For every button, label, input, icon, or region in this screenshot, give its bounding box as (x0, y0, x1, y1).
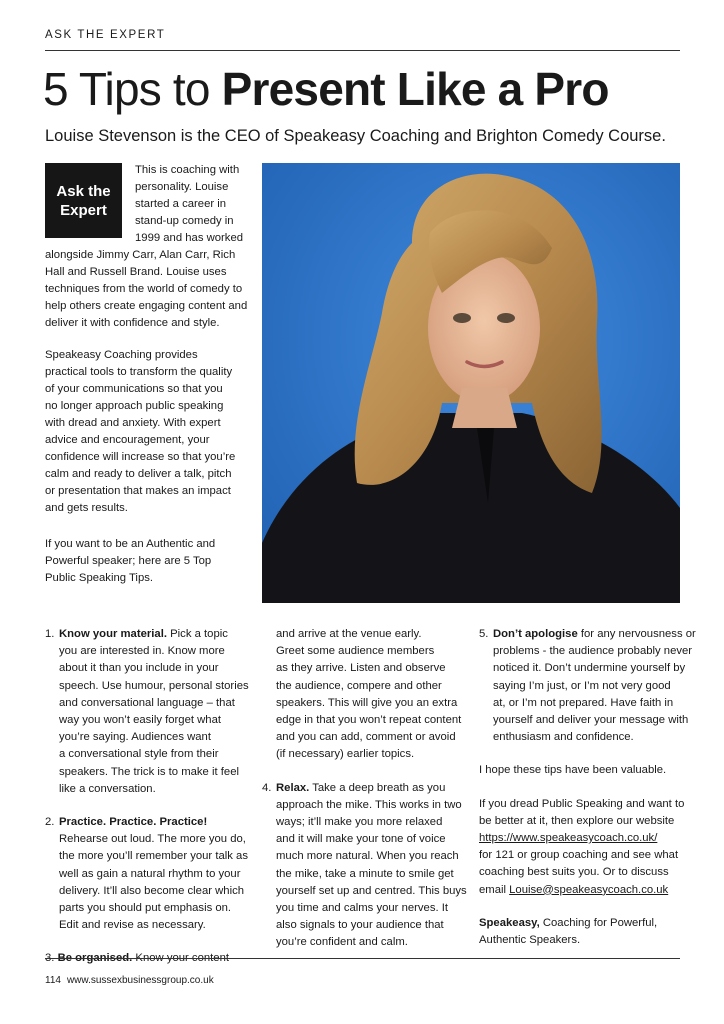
tip-line: and arrive at the venue early. (276, 628, 422, 640)
tip-text: Pick a topic (166, 628, 228, 640)
tip-line: much more natural. When you reach (276, 850, 459, 863)
intro-line: and gets results. (45, 502, 128, 514)
tip-line: at, or I’m not prepared. Have faith in (493, 696, 674, 709)
headline-light: 5 Tips to (43, 63, 222, 115)
tip-4-heading (262, 780, 467, 797)
tip-line: you’re saying. Audiences want (59, 731, 211, 744)
intro-line: or presentation that makes an impact (45, 485, 231, 497)
portrait-photo (262, 163, 680, 603)
tip-line: enthusiasm and confidence. (493, 731, 634, 744)
tip-3-heading (45, 950, 250, 967)
tip-number: 4. (262, 781, 272, 794)
tip-line: a conversational style from their (59, 748, 219, 761)
intro-line: calm and ready to deliver a talk, pitch (45, 468, 232, 480)
section-label: ASK THE EXPERT (45, 29, 166, 41)
tip-line: saying I’m just, or I’m not very good (493, 679, 671, 692)
intro-line: Powerful speaker; here are 5 Top (45, 555, 212, 567)
headline (43, 61, 693, 117)
tip-line: you’re confident and calm. (276, 936, 408, 949)
tip-line: noticed it. Don’t undermine yourself by (493, 662, 686, 675)
intro-line: Public Speaking Tips. (45, 572, 154, 584)
email-line (479, 882, 684, 899)
intro-line: Hall and Russell Brand. Louise uses (45, 266, 227, 278)
tip-line: Rehearse out loud. The more you do, (59, 833, 246, 846)
tip-title: Practice. Practice. Practice! (59, 816, 208, 829)
page-number: 114 (45, 975, 61, 986)
intro-line: advice and encouragement, your (45, 434, 210, 446)
footer (45, 975, 214, 986)
tip-line: speakers. The trick is to make it feel (59, 765, 239, 778)
cta-line: for 121 or group coaching and see what (479, 849, 679, 862)
cta-line: If you dread Public Speaking and want to (479, 797, 685, 810)
tip-line: and conversational language – that (59, 696, 235, 709)
subheadline: Louise Stevenson is the CEO of Speakeasy Coaching and Brighton Comedy Course. (45, 127, 666, 145)
website-link[interactable]: https://www.speakeasycoach.co.uk/ (479, 832, 658, 845)
brand-name: Speakeasy, (479, 916, 540, 929)
intro-line: stand-up comedy in (135, 215, 234, 227)
tip-line: delivery. It’ll also become clear which (59, 884, 245, 897)
intro-line: techniques from the world of comedy to (45, 283, 243, 295)
tip-line: Edit and revise as necessary. (59, 919, 206, 932)
tip-line: yourself set up and centred. This buys (276, 884, 467, 897)
intro-line: deliver it with confidence and style. (45, 317, 220, 329)
tagline-text: Coaching for Powerful, (539, 916, 658, 929)
tip-line: way you won’t easily forget what (59, 714, 222, 727)
intro-line: alongside Jimmy Carr, Alan Carr, Rich (45, 249, 236, 261)
tip-line: as they arrive. Listen and observe (276, 662, 446, 675)
tip-line: about it than you include in your (59, 662, 219, 675)
intro-line: personality. Louise (135, 181, 229, 193)
tip-number: 2. (45, 816, 55, 829)
intro-line: of your communications so that you (45, 383, 223, 395)
email-link[interactable]: Louise@speakeasycoach.co.uk (509, 883, 669, 896)
tip-line: the more you’ll remember your talk as (59, 850, 248, 863)
tagline (479, 915, 684, 932)
intro-bio-full (45, 247, 247, 332)
footer-url: www.sussexbusinessgroup.co.uk (66, 975, 214, 986)
tip-title: Don’t apologise (493, 628, 578, 640)
headline-bold: Present Like a Pro (221, 63, 609, 115)
tip-number: 3. (45, 952, 55, 965)
intro-bio-wrap (135, 162, 243, 247)
intro-lead (45, 536, 215, 587)
intro-line: This is coaching with (135, 164, 240, 176)
tip-line: parts you should put emphasis on. (59, 902, 232, 915)
intro-line: with dread and anxiety. With expert (45, 417, 221, 429)
tip-line: like a conversation. (59, 782, 156, 795)
tip-number: 5. (479, 628, 489, 640)
tip-text: Take a deep breath as you (309, 781, 446, 794)
bottom-divider (45, 958, 680, 959)
tip-title: Relax. (276, 781, 310, 794)
intro-line: help others create engaging content and (45, 300, 248, 312)
intro-line: confidence will increase so that you’re (45, 451, 236, 463)
cta-line: coaching best suits you. Or to discuss (479, 866, 669, 879)
intro-coaching (45, 347, 235, 517)
tip-line: (if necessary) earlier topics. (276, 748, 415, 761)
tip-line: the mike, take a minute to smile get (276, 867, 454, 880)
tip-line: edge in that you won’t repeat content (276, 714, 462, 727)
intro-line: If you want to be an Authentic and (45, 538, 216, 550)
tip-line: yourself and deliver your message with (493, 714, 689, 727)
intro-line: Speakeasy Coaching provides (45, 349, 198, 361)
tip-title: Be organised. (57, 952, 133, 965)
tip-text: Know your content (132, 952, 229, 965)
tip-line: you time and calms your nerves. It (276, 902, 449, 915)
tip-text: for any nervousness or (577, 628, 696, 640)
cta-line: be better at it, then explore our website (479, 814, 675, 827)
tip-5-heading (479, 626, 696, 643)
tip-2-heading (45, 814, 250, 831)
tip-line: speech. Use humour, personal stories (59, 679, 249, 692)
badge-line: Expert (60, 202, 107, 219)
tagline-line-2: Authentic Speakers. (479, 934, 581, 947)
tip-line: well as gain a natural rhythm to your (59, 867, 241, 880)
email-prefix: email (479, 883, 510, 896)
closing-valuable: I hope these tips have been valuable. (479, 764, 667, 777)
tip-line: you are interested in. Know more (59, 645, 225, 658)
portrait-illustration (262, 163, 680, 603)
tip-line: and you can add, comment or avoid (276, 731, 456, 744)
column-3 (479, 626, 696, 949)
tip-line: Greet some audience members (276, 645, 435, 658)
tip-line: approach the mike. This works in two (276, 798, 462, 811)
website-line (479, 830, 684, 847)
ask-the-expert-badge (45, 163, 122, 238)
column-2 (262, 626, 467, 952)
intro-line: practical tools to transform the quality (45, 366, 233, 378)
tip-line: problems - the audience probably never (493, 645, 693, 658)
column-1 (45, 626, 250, 968)
tip-line: ways; it’ll make you more relaxed (276, 816, 443, 829)
intro-line: no longer approach public speaking (45, 400, 224, 412)
tip-line: and it will make your tone of voice (276, 833, 446, 846)
badge-line: Ask the (56, 183, 111, 200)
top-divider (45, 50, 680, 51)
tip-number: 1. (45, 628, 55, 640)
intro-line: 1999 and has worked (135, 232, 244, 244)
tip-title: Know your material. (59, 628, 167, 640)
tip-line: the audience, compere and other (276, 679, 442, 692)
intro-line: started a career in (135, 198, 227, 210)
tip-line: speakers. This will give you an extra (276, 696, 458, 709)
tip-1-heading (45, 626, 250, 643)
tip-line: also signals to your audience that (276, 919, 444, 932)
